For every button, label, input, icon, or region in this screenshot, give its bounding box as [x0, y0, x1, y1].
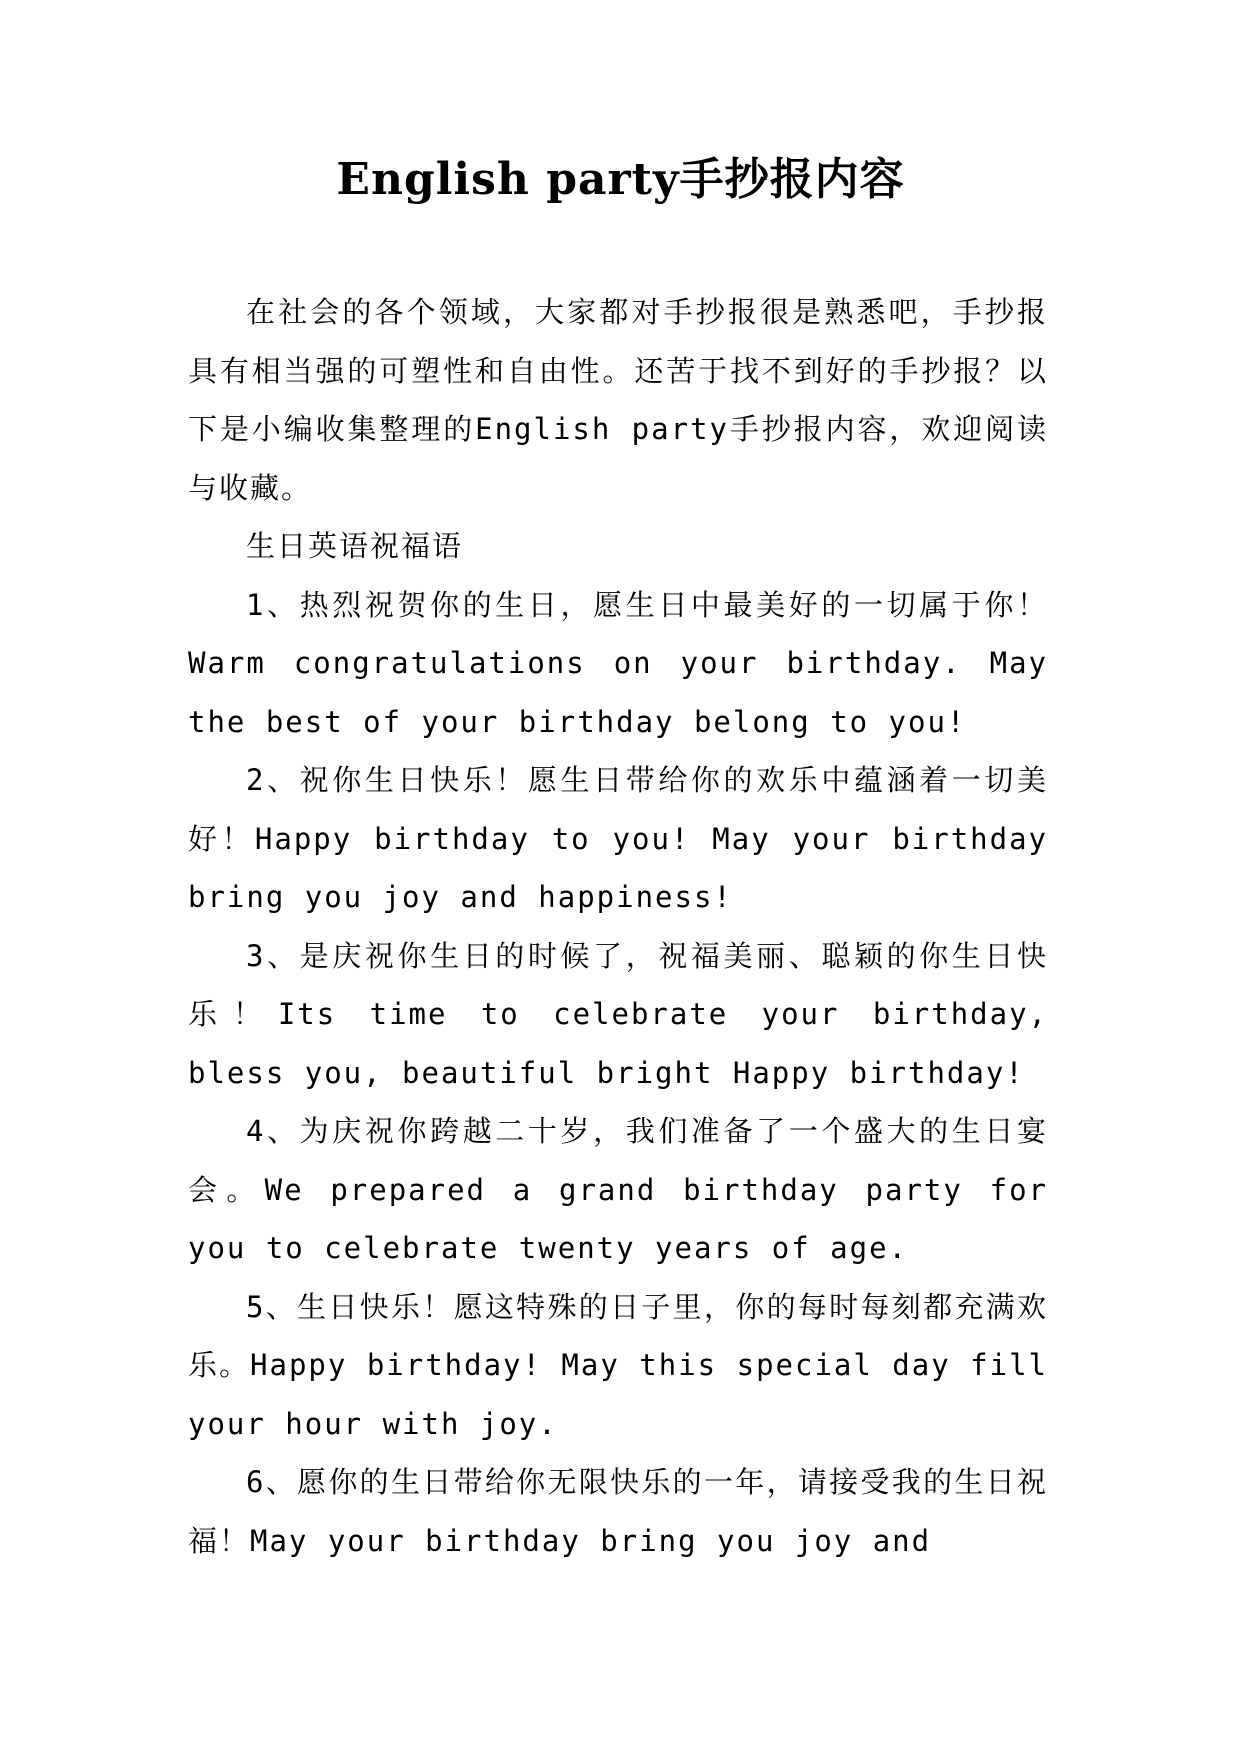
list-item: 2、祝你生日快乐！愿生日带给你的欢乐中蕴涵着一切美好！Happy birthday to you! May your birthday bring you joy and happiness!	[188, 763, 1048, 914]
list-item: 1、热烈祝贺你的生日，愿生日中最美好的一切属于你！Warm congratulations on your birthday. May the best of your birthday belong to you!	[188, 587, 1048, 739]
document-body	[188, 283, 1048, 1570]
list-item: 5、生日快乐！愿这特殊的日子里，你的每时每刻都充满欢乐。Happy birthday! May this special day fill your hour with joy.	[188, 1289, 1048, 1441]
section-heading: 生日英语祝福语	[246, 529, 464, 563]
list-item: 4、为庆祝你跨越二十岁，我们准备了一个盛大的生日宴会。We prepared a grand birthday party for you to celebrate twenty years of age.	[188, 1114, 1048, 1265]
page-title: English party手抄报内容	[336, 154, 905, 205]
list-item: 6、愿你的生日带给你无限快乐的一年，请接受我的生日祝福！May your birthday bring you joy and	[188, 1465, 1048, 1558]
list-item: 3、是庆祝你生日的时候了，祝福美丽、聪颖的你生日快乐！Its time to celebrate your birthday, bless you, beautiful bright Happy birthday!	[188, 938, 1048, 1090]
intro-paragraph: 在社会的各个领域，大家都对手抄报很是熟悉吧，手抄报具有相当强的可塑性和自由性。还苦于找不到好的手抄报？以下是小编收集整理的English party手抄报内容，欢迎阅读与收藏。	[188, 295, 1048, 505]
